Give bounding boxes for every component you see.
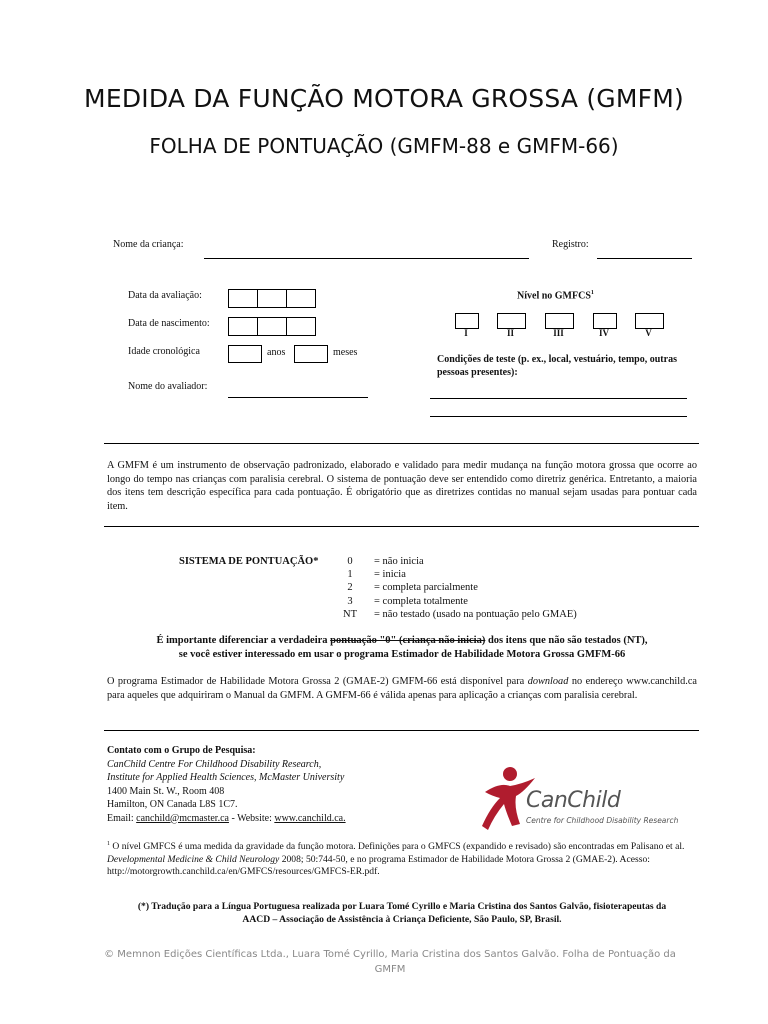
eval-date-label: Data da avaliação:: [128, 290, 202, 301]
footnote: $^1$ O nível GMFCS é uma medida da gravidade da função motora. Definições para o GMFCS (expandido e revisado) são encontradas em Palisano et al. Developmental Medicine & Child Neurology 2008; 50:744-50, e no programa Estimador de Habilidade Motora Grossa 2 (GMAE-2). Acesso: http://motorgrowth.canchild.ca/en/GMFCS/resources/GMFCS-ER.pdf.: [107, 841, 685, 878]
website-link[interactable]: www.canchild.ca.: [274, 812, 346, 824]
score-description: = não testado (usado na pontuação pelo GMAE): [374, 609, 577, 620]
divider: [104, 730, 699, 731]
score-description: = não inicia: [374, 556, 424, 567]
evaluator-label: Nome do avaliador:: [128, 381, 208, 392]
gmfcs-level-label: I: [464, 328, 468, 338]
important-notice: É importante diferenciar a verdadeira pontuação "0" (criança não inicia) dos itens que não são testados (NT), se você estiver interessado em usar o programa Estimador de Habilidade Motora Grossa GMFM-66: [156, 635, 648, 660]
divider: [104, 526, 699, 527]
gmfcs-label: Nível no GMFCS$^1$: [517, 290, 594, 302]
scoring-label: SISTEMA DE PONTUAÇÃO*: [179, 556, 319, 567]
gmfcs-box-2[interactable]: [497, 313, 526, 329]
age-years-box[interactable]: [228, 345, 262, 363]
document-subtitle: FOLHA DE PONTUAÇÃO (GMFM-88 e GMFM-66): [149, 134, 619, 158]
score-code: NT: [343, 609, 357, 620]
score-description: = completa parcialmente: [374, 582, 478, 593]
gmfcs-level-label: V: [645, 328, 652, 338]
gmfcs-box-3[interactable]: [545, 313, 574, 329]
child-name-field[interactable]: [204, 258, 529, 259]
canchild-logo: [480, 764, 690, 834]
child-name-label: Nome da criança:: [113, 239, 184, 250]
registry-label: Registro:: [552, 239, 589, 250]
email-link[interactable]: canchild@mcmaster.ca: [136, 812, 229, 824]
test-conditions-label: Condições de teste (p. ex., local, vestuário, tempo, outras pessoas presentes):: [437, 354, 677, 378]
gmfcs-box-4[interactable]: [593, 313, 617, 329]
age-label: Idade cronológica: [128, 346, 200, 357]
gmfcs-level-label: II: [506, 328, 514, 338]
score-description: = completa totalmente: [374, 596, 468, 607]
conditions-line-2[interactable]: [430, 416, 687, 417]
birth-date-boxes[interactable]: [228, 317, 316, 336]
score-code: 0: [347, 556, 353, 567]
months-label: meses: [333, 347, 358, 358]
birth-date-label: Data de nascimento:: [128, 318, 210, 329]
score-code: 3: [347, 596, 353, 607]
score-description: = inicia: [374, 569, 406, 580]
age-months-box[interactable]: [294, 345, 328, 363]
contact-block: Contato com o Grupo de Pesquisa: CanChild Centre For Childhood Disability Research, Institute for Applied Health Sciences, McMaster University 1400 Main St. W., Room 408 Hamilton, ON Canada L8S 1C7. Email: canchild@mcmaster.ca - Website: www.canchild.ca.: [107, 745, 346, 824]
evaluator-field[interactable]: [228, 397, 368, 398]
document-title: MEDIDA DA FUNÇÃO MOTORA GROSSA (GMFM): [84, 84, 684, 113]
gmfcs-box-1[interactable]: [455, 313, 479, 329]
gmfcs-box-5[interactable]: [635, 313, 664, 329]
logo-tagline: Centre for Childhood Disability Research: [526, 816, 679, 825]
copyright-notice: © Memnon Edições Científicas Ltda., Luara Tomé Cyrillo, Maria Cristina dos Santos Galvão. Folha de Pontuação da GMFM: [104, 949, 676, 975]
gmfcs-level-label: III: [553, 328, 564, 338]
translation-credits: (*) Tradução para a Língua Portuguesa realizada por Luara Tomé Cyrillo e Maria Cristina dos Santos Galvão, fisioterapeutas da AACD – Associação de Assistência à Criança Deficiente, São Paulo, SP, Brasil.: [137, 901, 667, 925]
registry-field[interactable]: [597, 258, 692, 259]
intro-paragraph: A GMFM é um instrumento de observação padronizado, elaborado e validado para medir mudança na função motora grossa que ocorre ao longo do tempo nas crianças com paralisia cerebral. O sistema de pontuação deve ser entendido como diretriz genérica. Entretanto, a maioria dos itens tem descrição específica para cada pontuação. É obrigatório que as diretrizes contidas no manual sejam usadas para pontuar cada item.: [107, 460, 697, 512]
program-paragraph: O programa Estimador de Habilidade Motora Grossa 2 (GMAE-2) GMFM-66 está disponível para download no endereço www.canchild.ca para aqueles que adquiriram o Manual da GMFM. A GMFM-66 é válida apenas para aplicação a crianças com paralisia cerebral.: [107, 676, 698, 701]
score-code: 1: [347, 569, 353, 580]
divider: [104, 443, 699, 444]
eval-date-boxes[interactable]: [228, 289, 316, 308]
logo-name: CanChild: [526, 788, 621, 813]
years-label: anos: [267, 347, 286, 358]
gmfcs-level-label: IV: [598, 328, 609, 338]
score-code: 2: [347, 582, 353, 593]
conditions-line-1[interactable]: [430, 398, 687, 399]
